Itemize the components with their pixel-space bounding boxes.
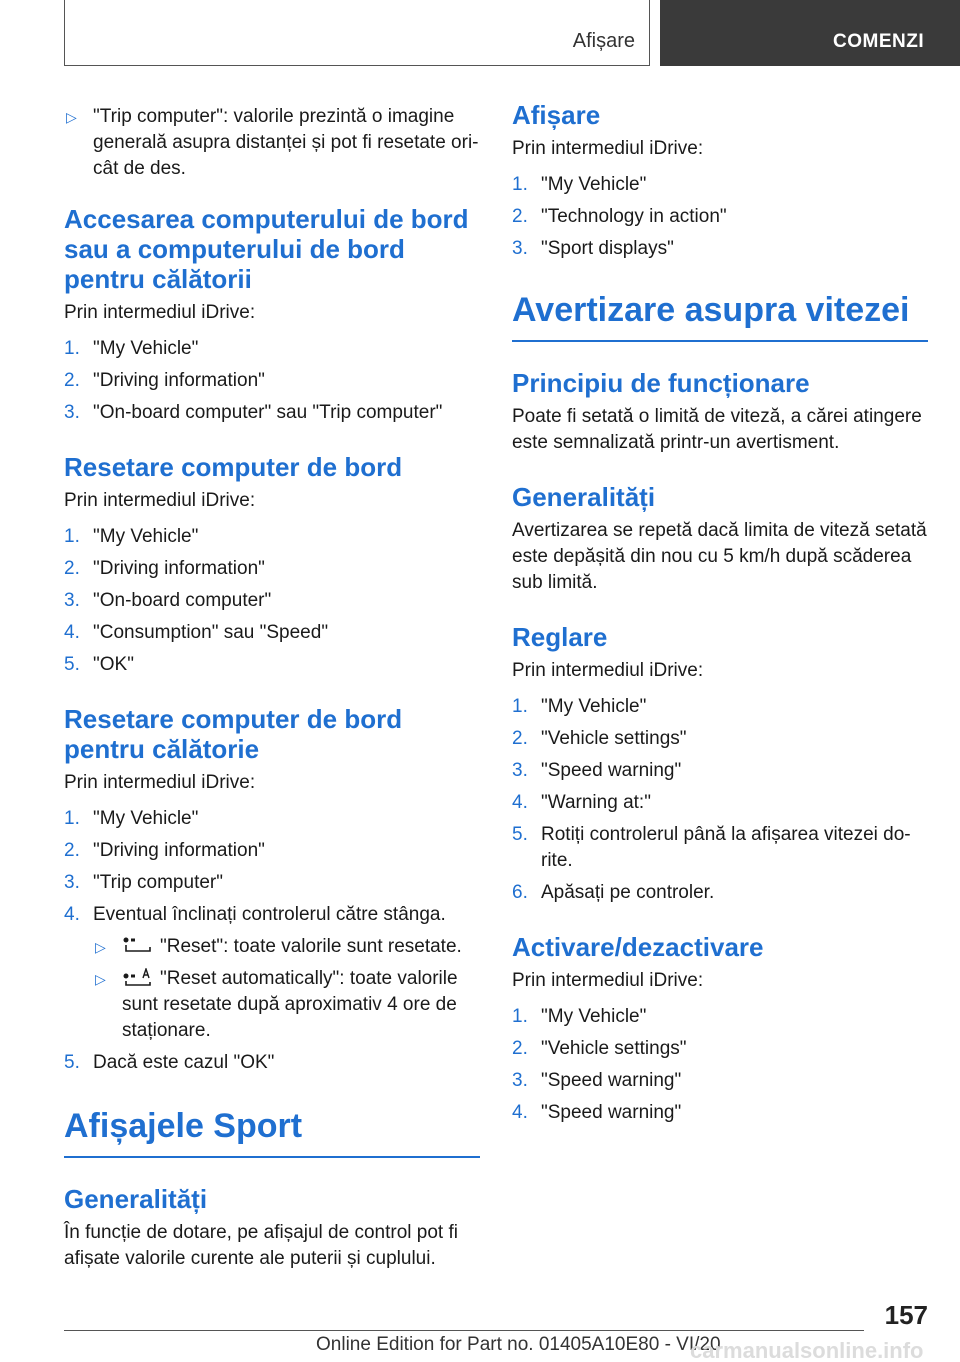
steps-list — [512, 694, 928, 906]
page-number: 157 — [884, 1300, 928, 1330]
list-item: 3. "On-board computer" — [64, 590, 272, 611]
steps-list — [64, 524, 480, 678]
edition-text: Online Edition for Part no. 01405A10E80 - VI/20 — [316, 1334, 721, 1355]
footer-divider — [64, 1330, 864, 1331]
list-item: 3. "Sport displays" — [512, 238, 674, 259]
paragraph: Avertizarea se repetă dacă limita de viteză setată este depășită din nou cu 5 km/h după scăderea sub limită. — [512, 520, 927, 593]
list-item: 2. "Driving information" — [64, 558, 265, 579]
list-item: 4. "Consumption" sau "Speed" — [64, 622, 329, 643]
reset-icon — [122, 936, 152, 956]
right-column — [512, 100, 928, 1132]
list-item: 3. "Speed warning" — [512, 760, 682, 781]
list-item: 2. "Vehicle settings" — [512, 1038, 687, 1059]
steps-list — [512, 1004, 928, 1126]
section-heading: Afișare — [512, 100, 601, 130]
list-item: 3. "On-board computer" sau "Trip computer" — [64, 402, 443, 423]
chapter-label: COMENZI — [833, 31, 925, 52]
list-item: 1. "My Vehicle" — [64, 526, 199, 547]
section-heading: Reglare — [512, 622, 608, 652]
options-list — [93, 934, 480, 1044]
page-header — [0, 0, 960, 66]
steps-list — [512, 172, 928, 262]
list-item: 1. "My Vehicle" — [64, 808, 199, 829]
list-item: 1. "My Vehicle" — [512, 1006, 647, 1027]
left-column — [64, 100, 480, 1272]
list-item: ▷ "Trip computer": valorile prezintă o imagine generală asupra distanței și pot fi resetate ori-cât de des. — [66, 106, 479, 179]
list-item: ▷ "Reset": toate valorile sunt resetate. — [93, 934, 480, 960]
list-item: 2. "Technology in action" — [512, 206, 727, 227]
chapter-tab — [660, 0, 960, 66]
list-item: 2. "Driving information" — [64, 840, 265, 861]
section-heading: Generalități — [64, 1184, 208, 1214]
list-item: 5. Rotiți controlerul până la afișarea vitezei do-rite. — [512, 824, 911, 871]
list-item: 3. "Speed warning" — [512, 1070, 682, 1091]
list-item: 6. Apăsați pe controler. — [512, 882, 715, 903]
section-label: Afișare — [572, 30, 635, 52]
list-item: 2. "Driving information" — [64, 370, 265, 391]
intro-text: Prin intermediul iDrive: — [512, 138, 704, 159]
list-item: 1. "My Vehicle" — [512, 696, 647, 717]
paragraph: Poate fi setată o limită de viteză, a cărei atingere este semnalizată printr-un avertisment. — [512, 406, 922, 453]
list-item: 4. "Speed warning" — [512, 1102, 682, 1123]
section-heading: Principiu de funcționare — [512, 368, 810, 398]
intro-bullet-list — [64, 104, 480, 182]
list-item: 1. "My Vehicle" — [512, 174, 647, 195]
list-item: 4. "Warning at:" — [512, 792, 651, 813]
triangle-bullet-icon: ▷ — [95, 939, 106, 955]
paragraph: În funcție de dotare, pe afișajul de control pot fi afișate valorile curente ale puterii și cuplului. — [64, 1222, 458, 1269]
chapter-heading: Afișajele Sport — [64, 1106, 480, 1158]
steps-list — [64, 336, 480, 426]
intro-text: Prin intermediul iDrive: — [512, 970, 704, 991]
reset-automatically-icon — [122, 968, 152, 988]
section-heading: Generalități — [512, 482, 656, 512]
section-heading: Resetare computer de bord pentru călătorie — [64, 704, 403, 764]
steps-list — [64, 806, 480, 1076]
triangle-bullet-icon: ▷ — [66, 109, 77, 125]
intro-text: Prin intermediul iDrive: — [64, 772, 256, 793]
list-item: 4. Eventual înclinați controlerul către stânga. ▷ "Reset": toate valorile sunt resetate. ▷ "Reset automatically": toate valorile sunt resetate după aproximativ 4 ore de staționare. — [64, 902, 480, 1044]
list-item: ▷ "Reset automatically": toate valorile sunt resetate după aproximativ 4 ore de staționare. — [95, 968, 458, 1041]
section-tab — [64, 0, 650, 66]
list-item: 2. "Vehicle settings" — [512, 728, 687, 749]
section-heading: Resetare computer de bord — [64, 452, 403, 482]
section-heading: Activare/dezactivare — [512, 932, 764, 962]
list-item: 1. "My Vehicle" — [64, 338, 199, 359]
list-item: 3. "Trip computer" — [64, 872, 223, 893]
section-heading: Accesarea computerului de bord sau a computerului de bord pentru călătorii — [64, 204, 469, 294]
intro-text: Prin intermediul iDrive: — [64, 302, 256, 323]
intro-text: Prin intermediul iDrive: — [64, 490, 256, 511]
list-item: 5. Dacă este cazul "OK" — [64, 1052, 275, 1073]
watermark: carmanualsonline.info — [690, 1338, 924, 1362]
chapter-heading: Avertizare asupra vitezei — [512, 290, 928, 342]
list-item: 5. "OK" — [64, 654, 134, 675]
triangle-bullet-icon: ▷ — [95, 971, 106, 987]
intro-text: Prin intermediul iDrive: — [512, 660, 704, 681]
